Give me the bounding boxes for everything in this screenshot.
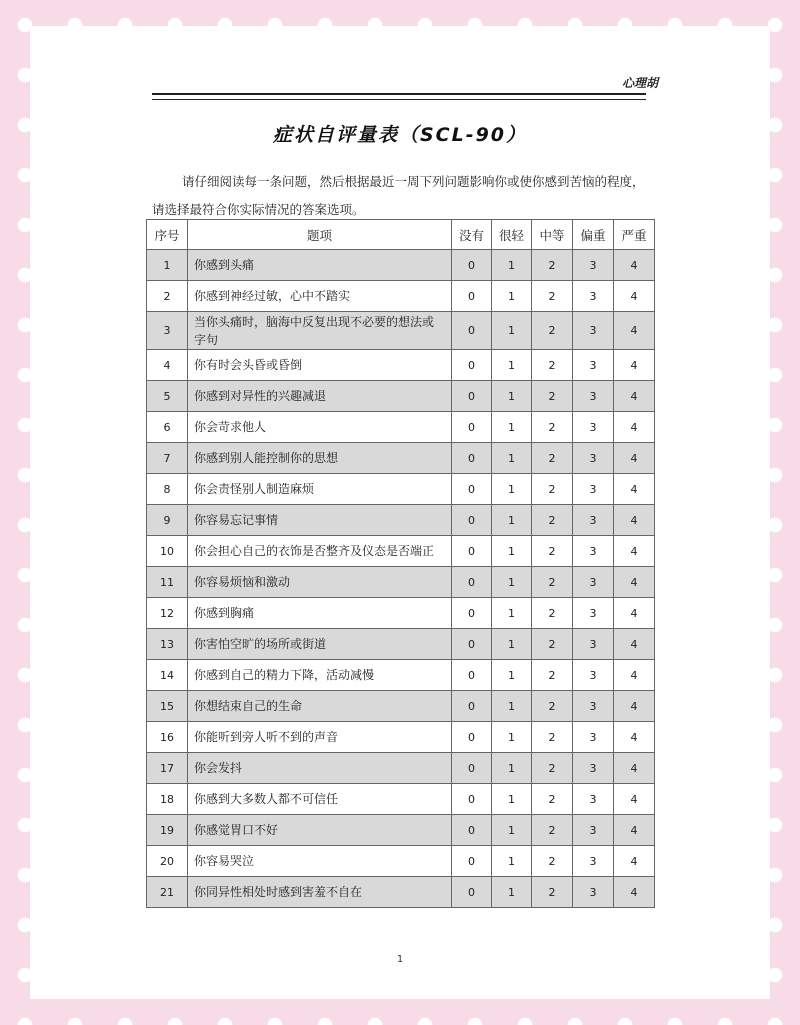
score-option[interactable]: 2 [532, 250, 573, 281]
row-number: 17 [147, 753, 188, 784]
score-option[interactable]: 0 [452, 815, 492, 846]
header-item: 题项 [188, 220, 452, 250]
score-option[interactable]: 3 [573, 784, 614, 815]
score-option[interactable]: 2 [532, 281, 573, 312]
row-number: 2 [147, 281, 188, 312]
row-question: 你容易烦恼和激动 [188, 567, 452, 598]
score-option[interactable]: 1 [492, 505, 532, 536]
score-option[interactable]: 3 [573, 505, 614, 536]
score-option[interactable]: 4 [614, 250, 655, 281]
row-question: 你感到对异性的兴趣减退 [188, 381, 452, 412]
score-option[interactable]: 0 [452, 474, 492, 505]
header-moderate: 中等 [532, 220, 573, 250]
score-option[interactable]: 4 [614, 784, 655, 815]
table-row [147, 250, 655, 281]
score-option[interactable]: 3 [573, 250, 614, 281]
score-option[interactable]: 1 [492, 474, 532, 505]
score-option[interactable]: 0 [452, 536, 492, 567]
score-option[interactable]: 2 [532, 784, 573, 815]
table-row [147, 629, 655, 660]
score-option[interactable]: 1 [492, 722, 532, 753]
row-question: 你感到胸痛 [188, 598, 452, 629]
score-option[interactable]: 3 [573, 312, 614, 350]
table-row [147, 281, 655, 312]
score-option[interactable]: 1 [492, 753, 532, 784]
table-row [147, 312, 655, 350]
score-option[interactable]: 0 [452, 250, 492, 281]
table-row [147, 567, 655, 598]
score-option[interactable]: 4 [614, 846, 655, 877]
score-option[interactable]: 3 [573, 691, 614, 722]
score-option[interactable]: 0 [452, 312, 492, 350]
score-option[interactable]: 0 [452, 877, 492, 908]
score-option[interactable]: 0 [452, 381, 492, 412]
score-option[interactable]: 0 [452, 753, 492, 784]
score-option[interactable]: 4 [614, 598, 655, 629]
row-question: 你感到头痛 [188, 250, 452, 281]
score-option[interactable]: 0 [452, 412, 492, 443]
score-option[interactable]: 1 [492, 784, 532, 815]
score-option[interactable]: 3 [573, 412, 614, 443]
row-question: 你感到别人能控制你的思想 [188, 443, 452, 474]
row-question: 你会责怪别人制造麻烦 [188, 474, 452, 505]
row-number: 12 [147, 598, 188, 629]
score-option[interactable]: 4 [614, 877, 655, 908]
brand-mark: 心理胡 [621, 76, 658, 90]
row-number: 5 [147, 381, 188, 412]
row-question: 你感到大多数人都不可信任 [188, 784, 452, 815]
score-option[interactable]: 2 [532, 846, 573, 877]
score-option[interactable]: 3 [573, 381, 614, 412]
score-option[interactable]: 0 [452, 598, 492, 629]
score-option[interactable]: 3 [573, 567, 614, 598]
score-option[interactable]: 1 [492, 846, 532, 877]
score-option[interactable]: 1 [492, 381, 532, 412]
row-number: 14 [147, 660, 188, 691]
table-row [147, 381, 655, 412]
page-title: 症状自评量表（SCL-90） [272, 124, 528, 146]
table-row [147, 691, 655, 722]
score-option[interactable]: 4 [614, 815, 655, 846]
row-question: 你想结束自己的生命 [188, 691, 452, 722]
row-number: 10 [147, 536, 188, 567]
score-option[interactable]: 0 [452, 629, 492, 660]
score-option[interactable]: 2 [532, 598, 573, 629]
table-row [147, 474, 655, 505]
score-option[interactable]: 0 [452, 722, 492, 753]
score-option[interactable]: 4 [614, 629, 655, 660]
score-option[interactable]: 1 [492, 691, 532, 722]
score-option[interactable]: 3 [573, 753, 614, 784]
scl90-table [146, 219, 655, 908]
row-question: 你感觉胃口不好 [188, 815, 452, 846]
table-header-row [147, 220, 655, 250]
score-option[interactable]: 4 [614, 381, 655, 412]
score-option[interactable]: 3 [573, 660, 614, 691]
header-rule-thin [152, 99, 646, 100]
row-question: 你感到自己的精力下降，活动减慢 [188, 660, 452, 691]
score-option[interactable]: 4 [614, 350, 655, 381]
score-option[interactable]: 2 [532, 753, 573, 784]
intro-paragraph: 请仔细阅读每一条问题，然后根据最近一周下列问题影响你或使你感到苦恼的程度，请选择最符合你实际情况的答案选项。 [152, 174, 645, 217]
score-option[interactable]: 4 [614, 567, 655, 598]
row-number: 16 [147, 722, 188, 753]
score-option[interactable]: 1 [492, 660, 532, 691]
score-option[interactable]: 2 [532, 474, 573, 505]
row-number: 20 [147, 846, 188, 877]
table-row [147, 660, 655, 691]
header-mild: 很轻 [492, 220, 532, 250]
row-question: 你能听到旁人听不到的声音 [188, 722, 452, 753]
row-number: 18 [147, 784, 188, 815]
score-option[interactable]: 2 [532, 660, 573, 691]
score-option[interactable]: 3 [573, 877, 614, 908]
row-number: 8 [147, 474, 188, 505]
score-option[interactable]: 2 [532, 877, 573, 908]
score-option[interactable]: 1 [492, 598, 532, 629]
score-option[interactable]: 2 [532, 505, 573, 536]
row-number: 21 [147, 877, 188, 908]
score-option[interactable]: 1 [492, 412, 532, 443]
table-row [147, 536, 655, 567]
score-option[interactable]: 1 [492, 312, 532, 350]
score-option[interactable]: 0 [452, 443, 492, 474]
header-none: 没有 [452, 220, 492, 250]
score-option[interactable]: 2 [532, 350, 573, 381]
row-number: 1 [147, 250, 188, 281]
score-option[interactable]: 4 [614, 691, 655, 722]
header-rule-thick [152, 93, 646, 95]
score-option[interactable]: 1 [492, 815, 532, 846]
score-option[interactable]: 0 [452, 691, 492, 722]
score-option[interactable]: 1 [492, 281, 532, 312]
score-option[interactable]: 2 [532, 691, 573, 722]
row-number: 15 [147, 691, 188, 722]
table-row [147, 753, 655, 784]
table-row [147, 350, 655, 381]
score-option[interactable]: 0 [452, 350, 492, 381]
row-question: 你感到神经过敏，心中不踏实 [188, 281, 452, 312]
row-number: 6 [147, 412, 188, 443]
score-option[interactable]: 3 [573, 815, 614, 846]
score-option[interactable]: 3 [573, 474, 614, 505]
score-option[interactable]: 0 [452, 281, 492, 312]
table-row [147, 722, 655, 753]
row-question: 你害怕空旷的场所或街道 [188, 629, 452, 660]
row-question: 你会担心自己的衣饰是否整齐及仪态是否端正 [188, 536, 452, 567]
row-number: 7 [147, 443, 188, 474]
row-number: 4 [147, 350, 188, 381]
score-option[interactable]: 3 [573, 281, 614, 312]
score-option[interactable]: 2 [532, 536, 573, 567]
row-question: 你同异性相处时感到害羞不自在 [188, 877, 452, 908]
score-option[interactable]: 4 [614, 753, 655, 784]
score-option[interactable]: 2 [532, 443, 573, 474]
row-question: 你会苛求他人 [188, 412, 452, 443]
score-option[interactable]: 1 [492, 250, 532, 281]
score-option[interactable]: 1 [492, 567, 532, 598]
score-option[interactable]: 2 [532, 722, 573, 753]
row-question: 你容易忘记事情 [188, 505, 452, 536]
score-option[interactable]: 2 [532, 567, 573, 598]
table-row [147, 846, 655, 877]
score-option[interactable]: 4 [614, 474, 655, 505]
score-option[interactable]: 2 [532, 312, 573, 350]
score-option[interactable]: 0 [452, 784, 492, 815]
row-number: 13 [147, 629, 188, 660]
table-row [147, 815, 655, 846]
score-option[interactable]: 3 [573, 443, 614, 474]
score-option[interactable]: 4 [614, 536, 655, 567]
score-option[interactable]: 0 [452, 505, 492, 536]
row-number: 11 [147, 567, 188, 598]
header-severe: 偏重 [573, 220, 614, 250]
table-row [147, 784, 655, 815]
header-no: 序号 [147, 220, 188, 250]
row-question: 你有时会头昏或昏倒 [188, 350, 452, 381]
row-number: 3 [147, 312, 188, 350]
document-page [30, 26, 770, 999]
page-number: 1 [396, 954, 404, 965]
score-option[interactable]: 0 [452, 660, 492, 691]
score-option[interactable]: 3 [573, 350, 614, 381]
row-number: 9 [147, 505, 188, 536]
score-option[interactable]: 0 [452, 567, 492, 598]
score-option[interactable]: 3 [573, 536, 614, 567]
score-option[interactable]: 1 [492, 877, 532, 908]
header-extreme: 严重 [614, 220, 655, 250]
row-question: 当你头痛时，脑海中反复出现不必要的想法或字句 [188, 312, 452, 350]
score-option[interactable]: 4 [614, 660, 655, 691]
score-option[interactable]: 4 [614, 505, 655, 536]
score-option[interactable]: 2 [532, 629, 573, 660]
score-option[interactable]: 1 [492, 350, 532, 381]
score-option[interactable]: 3 [573, 722, 614, 753]
score-option[interactable]: 4 [614, 443, 655, 474]
table-row [147, 598, 655, 629]
score-option[interactable]: 3 [573, 629, 614, 660]
score-option[interactable]: 0 [452, 846, 492, 877]
score-option[interactable]: 1 [492, 443, 532, 474]
score-option[interactable]: 4 [614, 722, 655, 753]
table-row [147, 505, 655, 536]
score-option[interactable]: 2 [532, 815, 573, 846]
table-row [147, 443, 655, 474]
table-row [147, 412, 655, 443]
score-option[interactable]: 2 [532, 412, 573, 443]
score-option[interactable]: 2 [532, 381, 573, 412]
score-option[interactable]: 1 [492, 536, 532, 567]
score-option[interactable]: 4 [614, 412, 655, 443]
score-option[interactable]: 1 [492, 629, 532, 660]
score-option[interactable]: 4 [614, 281, 655, 312]
row-question: 你会发抖 [188, 753, 452, 784]
row-number: 19 [147, 815, 188, 846]
score-option[interactable]: 4 [614, 312, 655, 350]
score-option[interactable]: 3 [573, 598, 614, 629]
row-question: 你容易哭泣 [188, 846, 452, 877]
score-option[interactable]: 3 [573, 846, 614, 877]
table-row [147, 877, 655, 908]
